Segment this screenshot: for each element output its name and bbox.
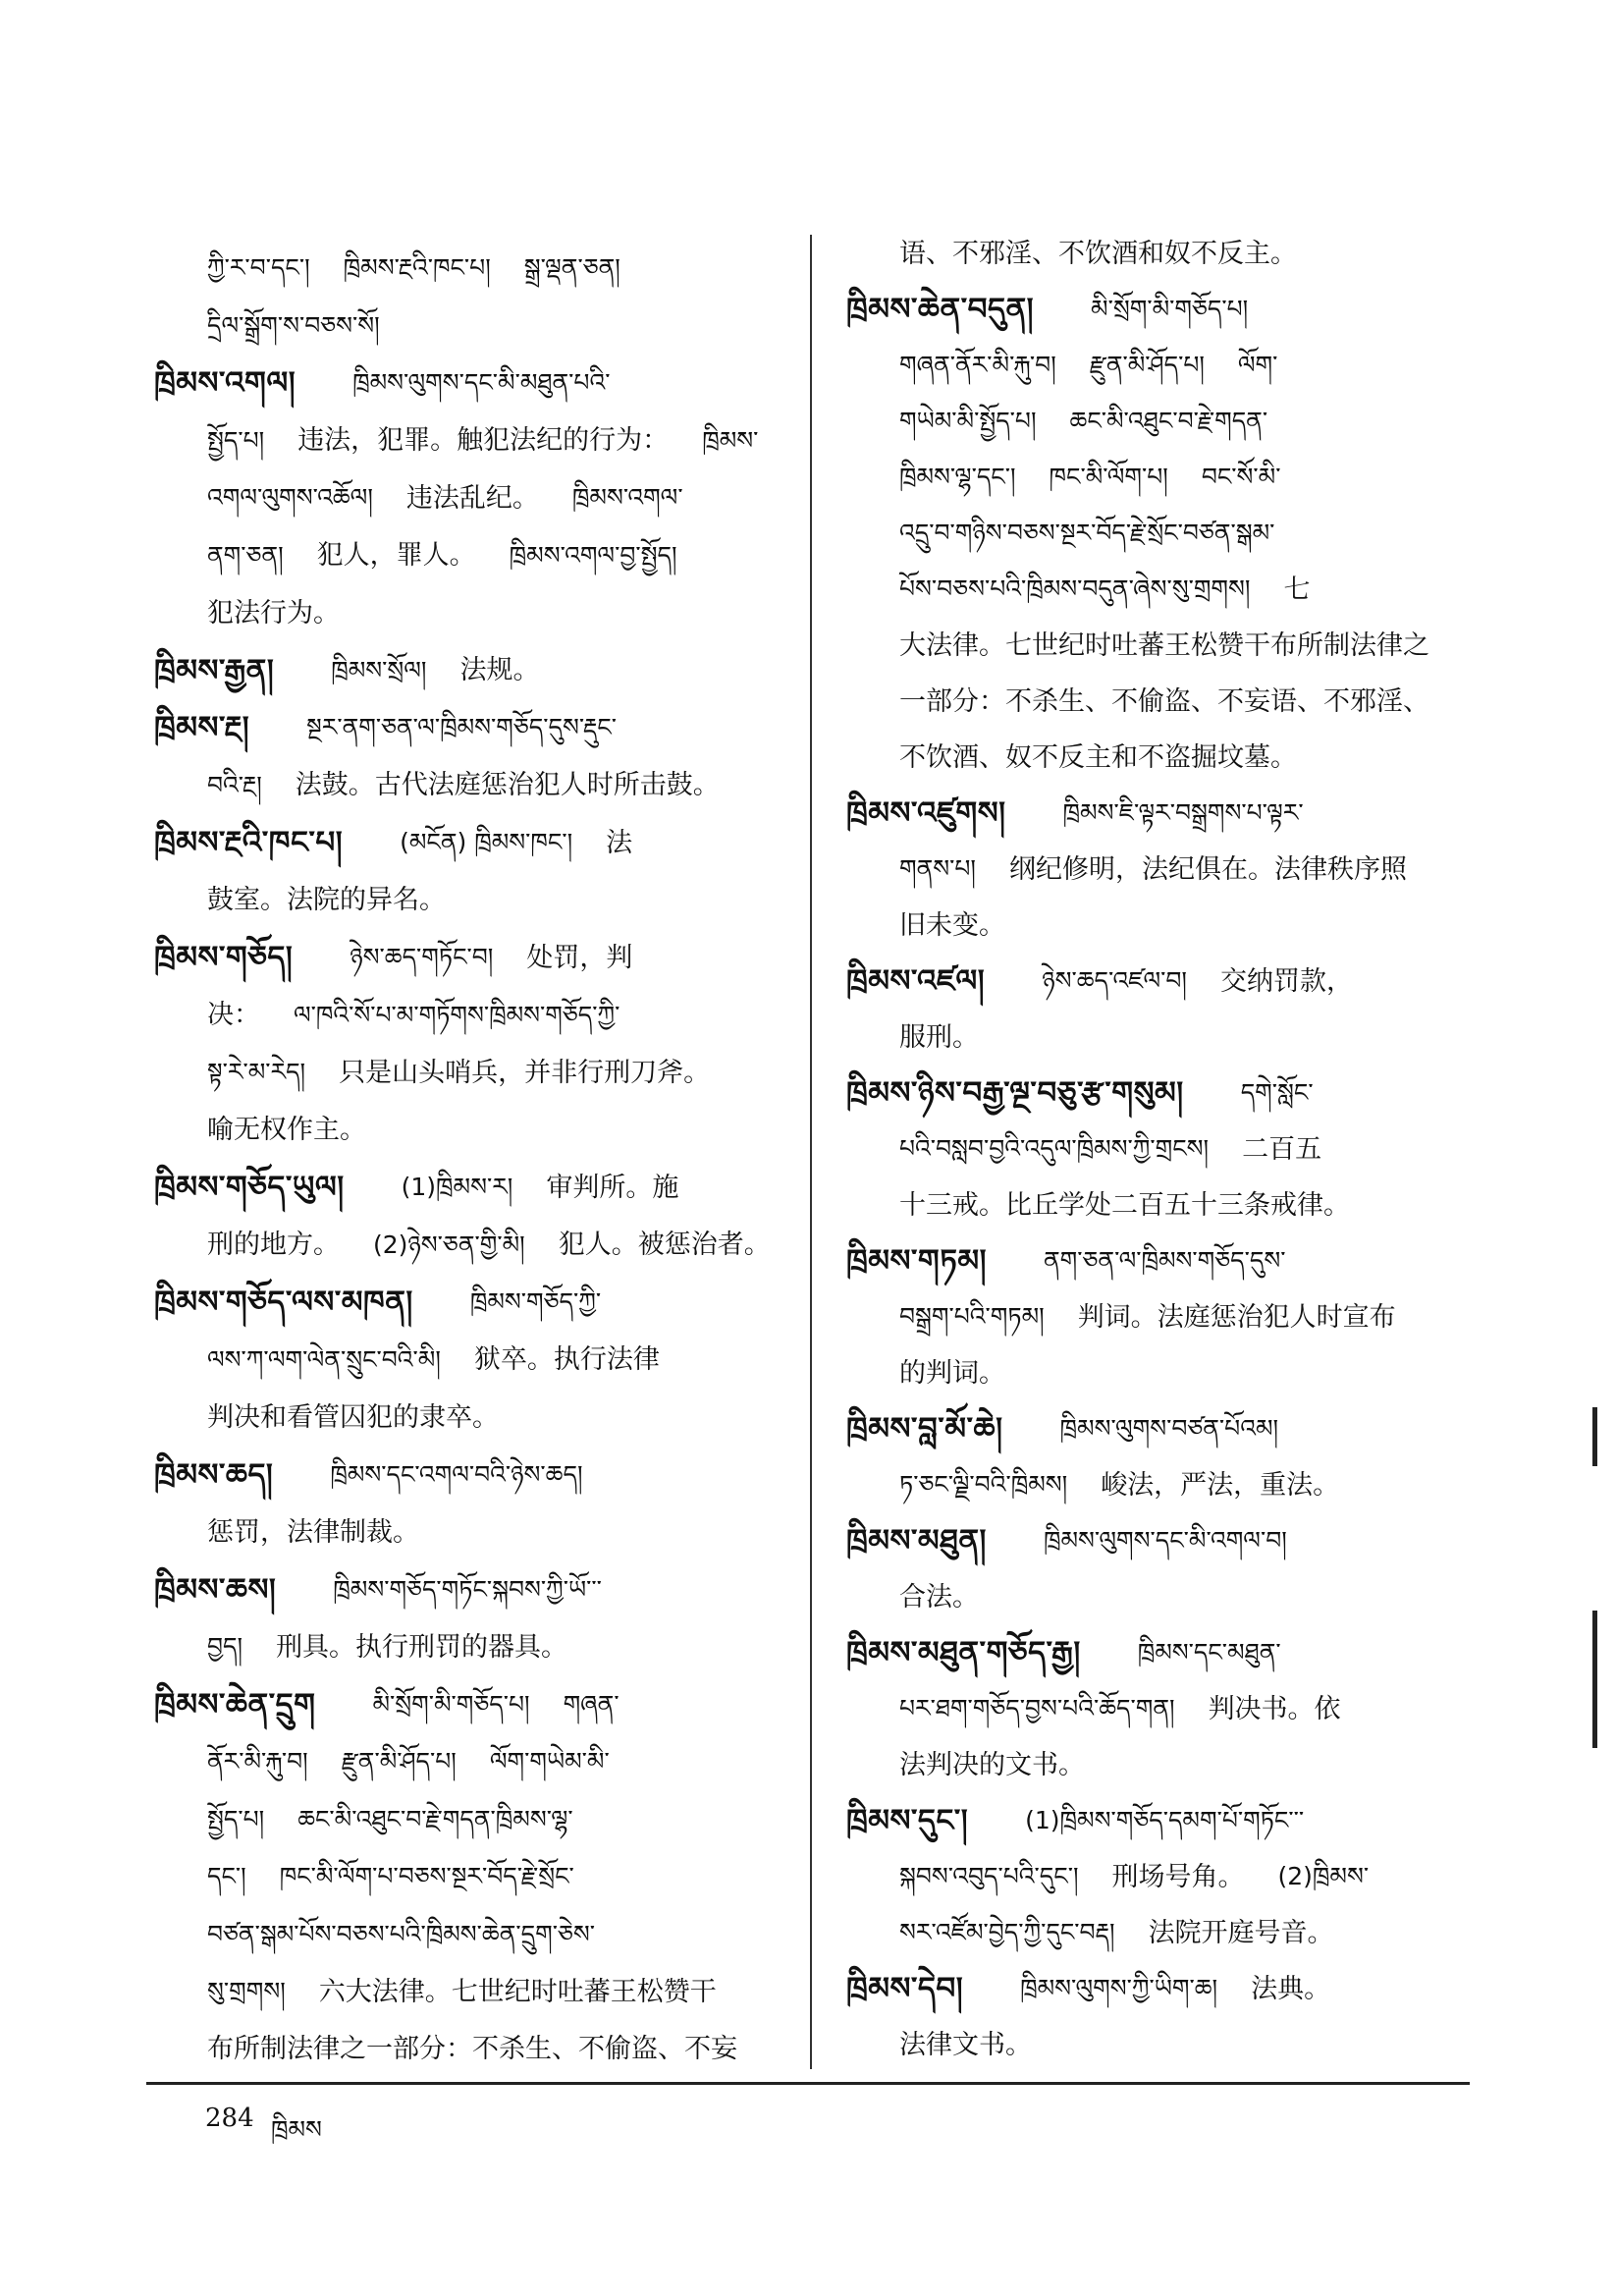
entry-line xyxy=(154,1217,782,1275)
chinese-gloss: 法判决的文书。 xyxy=(899,1749,1085,1780)
entry-line xyxy=(846,1905,1484,1961)
tibetan-text: ལ་ཁའི་སོ་པ་མ་གཏོགས་ཁྲིམས་གཅོད་ཀྱི་ xyxy=(294,1000,620,1029)
entry-line xyxy=(154,1733,782,1791)
tibetan-text: བའི་རྔ། xyxy=(207,770,262,799)
left-column xyxy=(154,240,782,2078)
tibetan-text: ཁྲིམས་ལུགས་ཀྱི་ཡིག་ཆ། xyxy=(1020,1974,1218,2003)
tibetan-text: ལོག་གཡེམ་མི་ xyxy=(489,1747,610,1776)
entry-line xyxy=(846,562,1484,618)
tibetan-text: ཉེས་ཆད་གཏོང་བ། xyxy=(350,943,494,971)
entry-head-line xyxy=(846,1961,1484,2017)
tibetan-text: (2)ཉེས་ཅན་གྱི་མི། xyxy=(373,1230,525,1259)
entry-head-line xyxy=(154,1561,782,1619)
entry-line xyxy=(154,1102,782,1160)
chinese-gloss: 语、不邪淫、不饮酒和奴不反主。 xyxy=(899,238,1297,269)
entry-line xyxy=(154,1906,782,1964)
headword: ཁྲིམས་ཆེན་དྲུག xyxy=(154,1686,316,1722)
tibetan-text: སུ་གྲགས། xyxy=(207,1977,286,2005)
chinese-gloss: 法典。 xyxy=(1251,1973,1331,2004)
chinese-gloss: 二百五 xyxy=(1242,1133,1322,1165)
headword: ཁྲིམས་རྔ། xyxy=(154,710,250,746)
chinese-gloss: 七 xyxy=(1283,574,1311,605)
chinese-gloss: 六大法律。七世纪时吐蕃王松赞干 xyxy=(318,1976,717,2007)
entry-line xyxy=(154,1963,782,2021)
entry-head-line xyxy=(846,1066,1484,1121)
tibetan-text: དྲིལ་སྒྲོག་ས་བཅས་སོ། xyxy=(207,310,380,340)
entry-head-line xyxy=(154,642,782,700)
scan-edge-mark xyxy=(1592,1611,1597,1748)
headword: ཁྲིམས་གཏམ། xyxy=(846,1243,987,1280)
entry-head-line xyxy=(846,1513,1484,1569)
tibetan-text: པའི་བསླབ་བྱའི་འདུལ་ཁྲིམས་ཀྱི་གྲངས། xyxy=(899,1134,1210,1164)
entry-line xyxy=(846,1569,1484,1625)
headword: ཁྲིམས་ཆས། xyxy=(154,1571,277,1608)
entry-line xyxy=(846,1121,1484,1177)
entry-line xyxy=(846,1177,1484,1233)
headword: ཁྲིམས་བླ་མོ་ཆེ། xyxy=(846,1411,1003,1448)
tibetan-text: ཁང་མི་ལོག་པ་བཅས་སྔར་བོད་རྗེ་སྲོང་ xyxy=(279,1862,574,1890)
tibetan-text: བསྒྲག་པའི་གཏམ། xyxy=(899,1302,1045,1332)
chinese-gloss: 服刑。 xyxy=(899,1021,979,1053)
entry-head-line xyxy=(846,282,1484,338)
entry-line xyxy=(846,1289,1484,1345)
tibetan-text: ཁྲིམས་གཅོད་ཀྱི་ xyxy=(469,1287,602,1316)
tibetan-text: ཁྲིམས་དང་མཐུན་ xyxy=(1137,1638,1281,1667)
tibetan-text: པོས་བཅས་པའི་ཁྲིམས་བདུན་ཞེས་སུ་གྲགས། xyxy=(899,574,1251,604)
tibetan-text: འདྲུ་བ་གཉིས་བཅས་སྔར་བོད་རྗེ་སྲོང་བཙན་སྒམ་ xyxy=(899,519,1275,548)
entry-line xyxy=(846,1010,1484,1066)
chinese-gloss: 法鼓。古代法庭惩治犯人时所击鼓。 xyxy=(295,770,720,801)
tibetan-text: ལོག་ xyxy=(1237,351,1278,380)
tibetan-text: བྱད། xyxy=(207,1632,243,1661)
tibetan-text: ཁྲིམས་རྔའི་ཁང་པ། xyxy=(343,253,491,282)
entry-line xyxy=(154,987,782,1045)
page-number: 284 xyxy=(205,2104,254,2133)
tibetan-text: (1)ཁྲིམས་གཅོད་དམག་པོ་གཏོང་་་ xyxy=(1025,1806,1305,1835)
tibetan-text: སྟ་རེ་མ་རེད། xyxy=(207,1058,306,1086)
entry-line xyxy=(846,450,1484,506)
tibetan-text: རྫུན་མི་ཤོད་པ། xyxy=(341,1747,457,1776)
entry-line xyxy=(154,1618,782,1676)
headword: ཁྲིམས་གཅོད་ལས་མཁན། xyxy=(154,1285,413,1321)
chinese-gloss: 判决和看管囚犯的隶卒。 xyxy=(207,1401,499,1433)
tibetan-text: སར་འཛོམ་བྱེད་ཀྱི་དུང་བརྡ། xyxy=(899,1918,1115,1947)
entry-line xyxy=(154,298,782,355)
entry-line xyxy=(846,338,1484,394)
tibetan-text: རྫུན་མི་ཤོད་པ། xyxy=(1089,351,1205,380)
chinese-gloss: 旧未变。 xyxy=(899,909,1005,941)
headword: ཁྲིམས་མཐུན་གཅོད་རྒྱ། xyxy=(846,1635,1081,1671)
tibetan-text: མི་སྲོག་མི་གཅོད་པ། xyxy=(1091,295,1249,324)
tibetan-text: ལས་ཀ་ལག་ལེན་སྲུང་བའི་མི། xyxy=(207,1344,441,1374)
chinese-gloss: 合法。 xyxy=(899,1581,979,1613)
tibetan-text: སྔར་ནག་ཅན་ལ་ཁྲིམས་གཅོད་དུས་རྡུང་ xyxy=(306,713,617,741)
tibetan-text: (1)ཁྲིམས་ར། xyxy=(401,1173,513,1201)
headword: ཁྲིམས་ཆད། xyxy=(154,1456,274,1493)
tibetan-text: ཀྱི་ར་བ་དང་། xyxy=(207,253,310,282)
chinese-gloss: 犯人。被惩治者。 xyxy=(558,1230,771,1261)
headword: ཁྲིམས་འགལ། xyxy=(154,365,296,402)
chinese-gloss: 只是山头哨兵，并非行刑刀斧。 xyxy=(339,1057,711,1088)
chinese-gloss: 喻无权作主。 xyxy=(207,1115,366,1146)
chinese-gloss: 法规。 xyxy=(459,655,540,686)
chinese-gloss: 狱卒。执行法律 xyxy=(473,1344,660,1376)
entry-head-line xyxy=(154,1159,782,1217)
scan-edge-mark xyxy=(1592,1407,1597,1466)
chinese-gloss: 布所制法律之一部分：不杀生、不偷盗、不妄 xyxy=(207,2034,737,2065)
headword: ཁྲིམས་གཅོད་ཡུལ། xyxy=(154,1170,345,1206)
headword: ཁྲིམས་གཅོད། xyxy=(154,940,294,976)
column-divider xyxy=(810,235,812,2069)
tibetan-text: གཞན་ xyxy=(563,1689,619,1719)
chinese-gloss: 刑的地方。 xyxy=(207,1230,340,1261)
headword: ཁྲིམས་ཆེན་བདུན། xyxy=(846,292,1035,328)
tibetan-text: ཁྲིམས་འགལ་བྱ་སྤྱོད། xyxy=(509,540,677,570)
entry-line xyxy=(154,240,782,298)
chinese-gloss: 鼓室。法院的异名。 xyxy=(207,885,446,916)
chinese-gloss: 法院开庭号音。 xyxy=(1148,1917,1334,1948)
headword: ཁྲིམས་འཛལ། xyxy=(846,963,986,1000)
chinese-gloss: 不饮酒、奴不反主和不盗掘坟墓。 xyxy=(899,741,1297,773)
entry-line xyxy=(846,2017,1484,2073)
entry-line xyxy=(846,1457,1484,1513)
entry-head-line xyxy=(154,1447,782,1504)
entry-head-line xyxy=(846,954,1484,1010)
entry-head-line xyxy=(154,814,782,872)
headword: ཁྲིམས་མཐུན། xyxy=(846,1523,987,1559)
entry-line xyxy=(846,1681,1484,1737)
tibetan-text: གཡེམ་མི་སྤྱོད་པ། xyxy=(899,407,1037,436)
entry-line xyxy=(154,584,782,642)
entry-line xyxy=(154,1503,782,1561)
tibetan-text: བང་སོ་མི་ xyxy=(1201,463,1281,492)
entry-line xyxy=(154,1044,782,1102)
tibetan-text: (2)ཁྲིམས་ xyxy=(1277,1862,1370,1891)
tibetan-text: པར་ཐག་གཅོད་བྱས་པའི་ཆོད་གན། xyxy=(899,1694,1175,1723)
tibetan-text: མི་སྲོག་མི་གཅོད་པ། xyxy=(372,1689,530,1719)
tibetan-text: (མངོན) ཁྲིམས་ཁང་། xyxy=(400,828,573,856)
entry-head-line xyxy=(154,699,782,757)
entry-line xyxy=(154,1389,782,1447)
tibetan-text: འགལ་ལུགས་འཆོལ། xyxy=(207,483,373,512)
entry-head-line xyxy=(846,1625,1484,1681)
chinese-gloss: 决： xyxy=(207,1000,260,1031)
entry-line xyxy=(154,1332,782,1390)
tibetan-text: ནག་ཅན་ལ་ཁྲིམས་གཅོད་དུས་ xyxy=(1043,1246,1286,1276)
entry-line xyxy=(154,412,782,470)
chinese-gloss: 交纳罚款， xyxy=(1219,965,1353,997)
entry-head-line xyxy=(846,1401,1484,1457)
entry-head-line xyxy=(154,1274,782,1332)
entry-head-line xyxy=(154,355,782,412)
chinese-gloss: 法律文书。 xyxy=(899,2029,1032,2060)
entry-line xyxy=(154,1848,782,1906)
tibetan-text: ནག་ཅན། xyxy=(207,540,284,570)
entry-line xyxy=(154,469,782,527)
chinese-gloss: 大法律。七世纪时吐蕃王松赞干布所制法律之 xyxy=(899,629,1429,661)
chinese-gloss: 犯法行为。 xyxy=(207,597,340,629)
chinese-gloss: 惩罚，法律制裁。 xyxy=(207,1516,419,1548)
tibetan-text: ཏ་ཅང་ལྗི་བའི་ཁྲིམས། xyxy=(899,1470,1068,1500)
tibetan-text: སྤྱོད་པ། xyxy=(207,1804,265,1833)
chinese-gloss: 判决书。依 xyxy=(1208,1693,1341,1724)
tibetan-text: ཁྲིམས་འགལ་ xyxy=(571,483,683,512)
entry-line xyxy=(154,757,782,815)
entry-line xyxy=(846,226,1484,282)
tibetan-text: གཞན་ནོར་མི་རྐུ་བ། xyxy=(899,351,1056,380)
entry-line xyxy=(846,1737,1484,1793)
entry-line xyxy=(846,1849,1484,1905)
tibetan-text: ནོར་མི་རྐུ་བ། xyxy=(207,1747,308,1776)
chinese-gloss: 判词。法庭惩治犯人时宣布 xyxy=(1077,1301,1396,1333)
tibetan-text: ཁྲིམས་ལུགས་དང་མི་འགལ་བ། xyxy=(1043,1526,1287,1556)
chinese-gloss: 刑场号角。 xyxy=(1111,1861,1245,1892)
tibetan-text: དགེ་སློང་ xyxy=(1240,1078,1314,1108)
headword: ཁྲིམས་རྔའི་ཁང་པ། xyxy=(154,825,344,861)
chinese-gloss: 处罚，判 xyxy=(526,942,633,973)
tibetan-text: ཁྲིམས་དང་འགལ་བའི་ཉེས་ཆད། xyxy=(330,1459,583,1489)
chinese-gloss: 一部分：不杀生、不偷盗、不妄语、不邪淫、 xyxy=(899,685,1429,717)
entry-head-line xyxy=(846,786,1484,842)
entry-line xyxy=(154,2021,782,2079)
entry-head-line xyxy=(846,1233,1484,1289)
tibetan-text: ཁྲིམས་ཇི་ལྟར་བསྒྲགས་པ་ལྟར་ xyxy=(1062,798,1304,828)
chinese-gloss: 峻法，严法，重法。 xyxy=(1101,1469,1340,1501)
chinese-gloss: 十三戒。比丘学处二百五十三条戒律。 xyxy=(899,1189,1350,1221)
chinese-gloss: 刑具。执行刑罚的器具。 xyxy=(276,1631,568,1663)
tibetan-text: ཉེས་ཆད་འཛལ་བ། xyxy=(1042,966,1187,996)
entry-line xyxy=(846,618,1484,674)
headword: ཁྲིམས་ཉིས་བརྒྱ་ལྔ་བཅུ་རྩ་གསུམ། xyxy=(846,1075,1184,1112)
entry-line xyxy=(846,394,1484,450)
tibetan-text: ཁྲིམས་ xyxy=(702,425,759,455)
entry-line xyxy=(154,872,782,930)
tibetan-text: སྤྱོད་པ། xyxy=(207,425,265,455)
entry-head-line xyxy=(846,1793,1484,1849)
entry-head-line xyxy=(154,1676,782,1734)
footer-rule xyxy=(146,2082,1470,2085)
tibetan-text: སྐབས་འབུད་པའི་དུང་། xyxy=(899,1862,1079,1891)
chinese-gloss: 违法乱纪。 xyxy=(405,482,539,514)
entry-line xyxy=(846,506,1484,562)
tibetan-text: ཁྲིམས་སྲོལ། xyxy=(331,655,427,684)
chinese-gloss: 审判所。施 xyxy=(546,1172,679,1203)
chinese-gloss: 违法，犯罪。触犯法纪的行为： xyxy=(297,425,670,457)
headword: ཁྲིམས་དེབ། xyxy=(846,1971,964,2007)
tibetan-text: ཆང་མི་འཐུང་བ་རྗེ་གདན་ xyxy=(1069,407,1268,436)
tibetan-text: སྒྲ་ལྡན་ཅན། xyxy=(523,253,620,282)
tibetan-text: བཙན་སྒམ་པོས་བཅས་པའི་ཁྲིམས་ཆེན་དྲུག་ཅེས་ xyxy=(207,1919,596,1948)
tibetan-text: གནས་པ། xyxy=(899,854,976,884)
tibetan-text: ཁང་མི་ལོག་པ། xyxy=(1049,463,1168,492)
right-column xyxy=(846,226,1484,2073)
chinese-gloss: 犯人，罪人。 xyxy=(316,540,476,572)
entry-line xyxy=(154,1791,782,1849)
entry-line xyxy=(846,730,1484,786)
tibetan-text: ཁྲིམས་ལྷ་དང་། xyxy=(899,463,1016,492)
headword: ཁྲིམས་འཛུགས། xyxy=(846,795,1006,832)
entry-line xyxy=(846,1345,1484,1401)
entry-line xyxy=(154,527,782,585)
chinese-gloss: 纲纪修明，法纪俱在。法律秩序照 xyxy=(1008,853,1407,885)
tibetan-text: ཁྲིམས་གཅོད་གཏོང་སྐབས་ཀྱི་ཡོ་་་ xyxy=(333,1574,602,1604)
running-head: ཁྲིམས xyxy=(271,2115,322,2144)
tibetan-text: ཁྲིམས་ལུགས་བཙན་པོའམ། xyxy=(1059,1414,1279,1444)
headword: ཁྲིམས་དུང་། xyxy=(846,1803,969,1839)
headword: ཁྲིམས་རྒྱན། xyxy=(154,652,275,688)
chinese-gloss: 的判词。 xyxy=(899,1357,1005,1389)
entry-line xyxy=(846,674,1484,730)
tibetan-text: ཆང་མི་འཐུང་བ་རྗེ་གདན་ཁྲིམས་ལྷ་ xyxy=(297,1804,573,1833)
entry-line xyxy=(846,898,1484,954)
chinese-gloss: 法 xyxy=(606,827,633,858)
tibetan-text: ཁྲིམས་ལུགས་དང་མི་མཐུན་པའི་ xyxy=(352,368,611,397)
tibetan-text: དང་། xyxy=(207,1862,246,1890)
entry-head-line xyxy=(154,929,782,987)
entry-line xyxy=(846,842,1484,898)
